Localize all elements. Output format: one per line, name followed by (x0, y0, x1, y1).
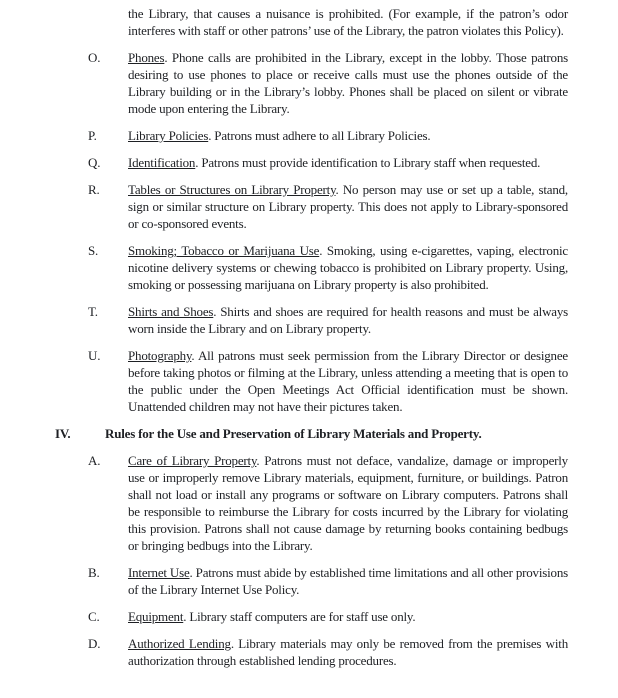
item-text (128, 49, 568, 117)
item-text (128, 347, 568, 415)
item-title: Shirts and Shoes (128, 304, 214, 319)
policy-item-photography (88, 347, 568, 415)
item-text (128, 303, 568, 337)
item-body-text: . Patrons must not deface, vandalize, damage or improperly use or improperly remove Library materials, equipment, furniture, or buildings. Patron shall not load or install any programs or software on Library computers. Patrons shall be responsible to reimburse the Library for costs incurred by the Library for violating this provision. Patrons shall not cause damage by returning books containing bedbugs or bringing bedbugs into the Library. (128, 453, 568, 553)
item-body-text: . Patrons must provide identification to Library staff when requested. (195, 155, 541, 170)
item-title: Identification (128, 155, 196, 170)
item-title: Equipment (128, 609, 184, 624)
policy-item-equipment (88, 608, 568, 625)
policy-item-tables-structures (88, 181, 568, 232)
section-marker: IV. (55, 426, 71, 441)
item-text (128, 635, 568, 669)
item-title: Phones (128, 50, 165, 65)
item-body-text: . Smoking, using e-cigarettes, vaping, electronic nicotine delivery systems or chewing tobacco is prohibited on Library property. Using, smoking or possessing marijuana on Library property is also prohibited. (128, 243, 568, 292)
policy-item-internet-use (88, 564, 568, 598)
policy-item-shirts-shoes (88, 303, 568, 337)
item-marker: C. (88, 609, 100, 624)
item-title: Library Policies (128, 128, 209, 143)
item-title: Internet Use (128, 565, 190, 580)
section-iv-heading (55, 425, 568, 442)
item-title: Care of Library Property (128, 453, 257, 468)
policy-item-phones (88, 49, 568, 117)
item-body-text: . Patrons must adhere to all Library Policies. (208, 128, 431, 143)
item-marker: S. (88, 243, 99, 258)
item-marker: D. (88, 636, 101, 651)
item-title: Photography (128, 348, 192, 363)
item-text (128, 608, 568, 625)
item-text (128, 242, 568, 293)
item-text (128, 154, 568, 171)
item-marker: U. (88, 348, 101, 363)
item-text (128, 564, 568, 598)
item-body-text: . Shirts and shoes are required for health reasons and must be always worn inside the Library and on Library property. (128, 304, 568, 336)
section-heading-text: Rules for the Use and Preservation of Library Materials and Property. (105, 426, 482, 441)
item-text (128, 127, 568, 144)
item-body-text: . Library staff computers are for staff use only. (183, 609, 416, 624)
item-marker: A. (88, 453, 101, 468)
item-body-text: . Patrons must abide by established time limitations and all other provisions of the Library Internet Use Policy. (128, 565, 568, 597)
item-body-text: . Library materials may only be removed from the premises with authorization through established lending procedures. (128, 636, 568, 668)
item-marker: P. (88, 128, 97, 143)
item-body-text: . No person may use or set up a table, stand, sign or similar structure on Library property. This does not apply to Library-sponsored or co-sponsored events. (128, 182, 568, 231)
policy-item-smoking (88, 242, 568, 293)
item-body-text: . Phone calls are prohibited in the Library, except in the lobby. Those patrons desiring to use phones to place or receive calls must use the phones outside of the Library building or in the Library’s lobby. Phones shall be placed on silent or vibrate mode upon entering the Library. (128, 50, 568, 116)
item-text (128, 181, 568, 232)
item-marker: T. (88, 304, 98, 319)
policy-item-care-of-property (88, 452, 568, 554)
item-title: Tables or Structures on Library Property (128, 182, 336, 197)
item-text (128, 452, 568, 554)
policy-item-authorized-lending (88, 635, 568, 669)
item-marker: R. (88, 182, 100, 197)
item-title: Smoking; Tobacco or Marijuana Use (128, 243, 320, 258)
item-body-text: . All patrons must seek permission from the Library Director or designee before taking photos or filming at the Library, unless attending a meeting that is open to the public under the Open Meetings Act Official identification must be shown. Unattended children may not have their pictures taken. (128, 348, 568, 414)
item-title: Authorized Lending (128, 636, 231, 651)
item-marker: Q. (88, 155, 101, 170)
item-marker: B. (88, 565, 100, 580)
item-marker: O. (88, 50, 101, 65)
policy-item-library-policies (88, 127, 568, 144)
policy-item-identification (88, 154, 568, 171)
intro-continuation-paragraph: the Library, that causes a nuisance is prohibited. (For example, if the patron’s odor interferes with staff or other patrons’ use of the Library, the patron violates this Policy). (128, 6, 568, 38)
